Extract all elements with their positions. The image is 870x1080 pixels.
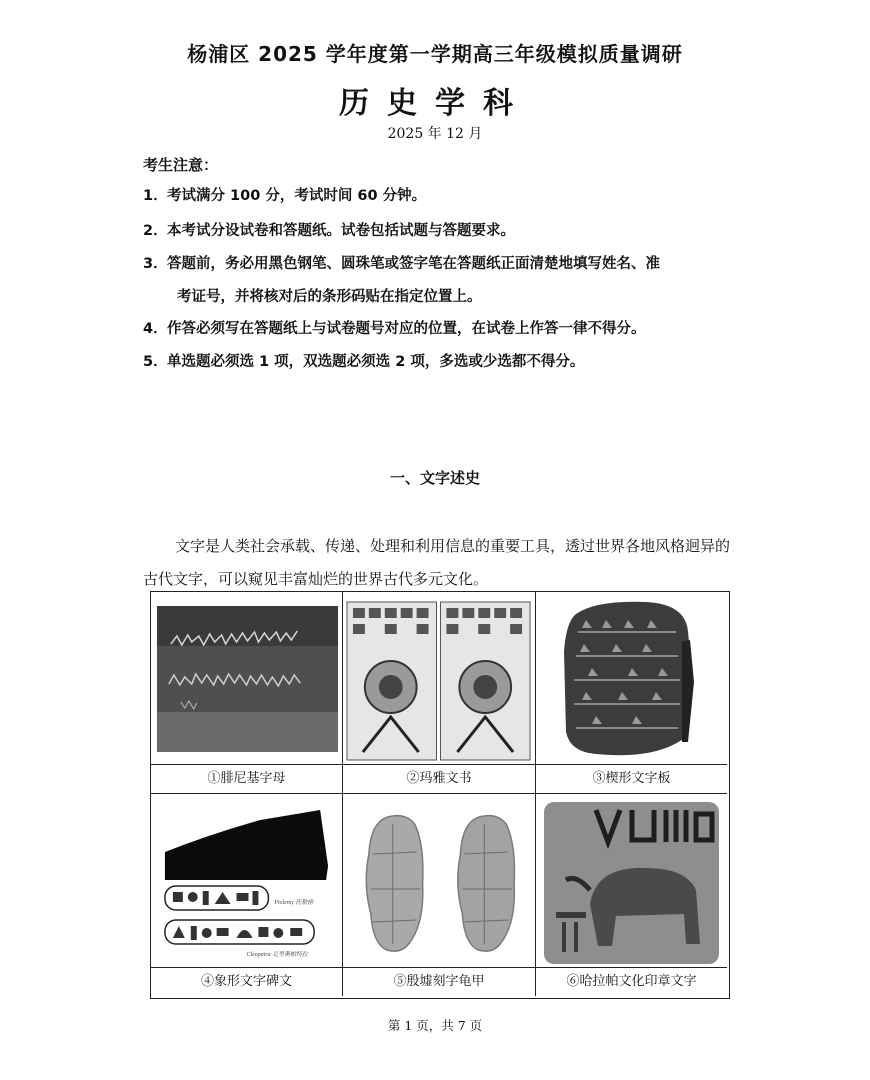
notice-item: 2．本考试分设试卷和答题纸。试卷包括试题与答题要求。 [143, 223, 515, 239]
figure-caption: ④象形文字碑文 [151, 967, 342, 996]
maya-codex-image [343, 592, 535, 765]
subject-title: 历史学科 [339, 86, 531, 121]
notice-heading: 考生注意： [143, 156, 219, 174]
hieroglyph-stele-image [151, 794, 342, 967]
notice-item: 1．考试满分 100 分，考试时间 60 分钟。 [143, 188, 427, 204]
figure-hieroglyphs [151, 794, 343, 996]
page-number: 第 1 页，共 7 页 [387, 1018, 483, 1033]
figure-oracle-bone [343, 794, 536, 996]
figure-phoenician [151, 592, 343, 794]
oracle-bone-image [343, 794, 535, 967]
section-intro: 文字是人类社会承载、传递、处理和利用信息的重要工具，透过世界各地风格迥异的古代文字，可以窥见丰富灿烂的世界古代多元文化。 [143, 537, 731, 588]
exam-title: 杨浦区 2025 学年度第一学期高三年级模拟质量调研 [187, 42, 683, 66]
cartouche-label: Cleopatra 克里奥帕特拉 [246, 951, 308, 959]
notice-item: 5．单选题必须选 1 项，双选题必须选 2 项，多选或少选都不得分。 [143, 354, 585, 370]
figure-maya-codex [343, 592, 536, 794]
figure-grid [150, 591, 730, 999]
phoenician-inscription-image [151, 592, 342, 765]
cuneiform-tablet-image [536, 592, 727, 765]
figure-caption: ③楔形文字板 [536, 764, 727, 793]
exam-date: 2025 年 12 月 [387, 126, 483, 142]
figure-caption: ⑤殷墟刻字龟甲 [343, 967, 535, 996]
notice-item: 3．答题前，务必用黑色钢笔、圆珠笔或签字笔在答题纸正面清楚地填写姓名、准 [143, 256, 660, 272]
figure-caption: ⑥哈拉帕文化印章文字 [536, 967, 727, 996]
figure-caption: ②玛雅文书 [343, 764, 535, 793]
section-title: 一、文字述史 [389, 469, 480, 487]
figure-harappan-seal [536, 794, 727, 996]
notice-item-continuation: 考证号，并将核对后的条形码贴在指定位置上。 [177, 289, 482, 305]
cartouche-label: Ptolemy 托勒密 [274, 899, 314, 907]
harappan-seal-image [536, 794, 727, 967]
figure-caption: ①腓尼基字母 [151, 764, 342, 793]
figure-cuneiform [536, 592, 727, 794]
notice-item: 4．作答必须写在答题纸上与试卷题号对应的位置，在试卷上作答一律不得分。 [143, 321, 646, 337]
